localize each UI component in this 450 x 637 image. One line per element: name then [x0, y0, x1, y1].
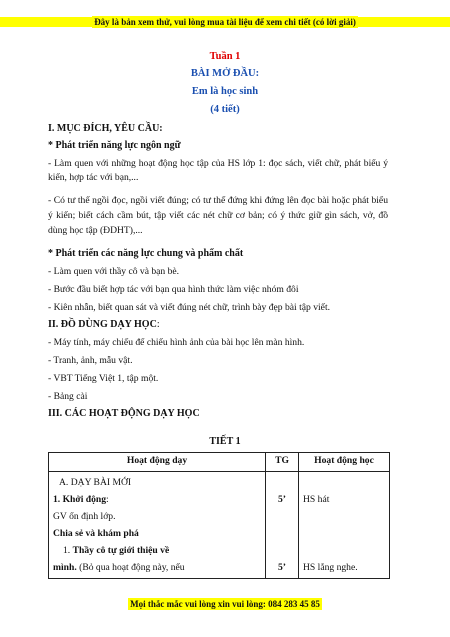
- header-time: TG: [266, 453, 299, 472]
- time-cell: [266, 472, 299, 579]
- new-lesson-label: A. DẠY BÀI MỚI: [59, 477, 132, 488]
- materials-item-4: - Bảng cài: [48, 391, 88, 402]
- preview-banner-text: Đây là bản xem thử, vui lòng mua tài liệu để xem chi tiết (có lời giải): [94, 17, 356, 27]
- warmup-colon: :: [106, 494, 109, 505]
- warmup-time: 5’: [278, 494, 286, 505]
- student-cell: [299, 472, 390, 579]
- period-title: TIẾT 1: [209, 436, 241, 447]
- table-header-row: [49, 453, 390, 472]
- intro-activity-number: 1.: [63, 545, 71, 556]
- warmup-label: 1. Khởi động: [53, 494, 107, 505]
- activities-table: [48, 452, 390, 579]
- general-competence-heading: * Phát triển các năng lực chung và phẩm chất: [48, 248, 244, 259]
- section2-heading-text: II. ĐỒ DÙNG DẠY HỌC: [48, 319, 157, 330]
- intro-activity-line: [53, 542, 261, 559]
- intro-activity-note: (Bỏ qua hoạt động này, nếu: [79, 562, 185, 573]
- materials-item-2: - Tranh, ảnh, mẫu vật.: [48, 355, 133, 366]
- header-student: Hoạt động học: [299, 453, 390, 472]
- intro-activity-title: Thầy cô tự giới thiệu về: [72, 545, 170, 556]
- section2-heading: [48, 318, 388, 332]
- lesson-open-title: BÀI MỞ ĐẦU:: [190, 68, 260, 79]
- objective-item-1: - Làm quen với thầy cô và bạn bè.: [48, 266, 180, 277]
- warmup-line: [53, 491, 261, 508]
- materials-item-1: - Máy tính, máy chiếu để chiếu hình ảnh của bài học lên màn hình.: [48, 337, 305, 348]
- lesson-name-title: Em là học sinh: [191, 86, 259, 97]
- objective-paragraph-1: - Làm quen với những hoạt động học tập của HS lớp 1: đọc sách, viết chữ, phát biểu ý kiến, hợp tác với bạn,...: [48, 158, 388, 183]
- week-title: Tuần 1: [209, 51, 241, 62]
- section2-heading-colon: :: [156, 319, 160, 330]
- header-teacher: Hoạt động dạy: [49, 453, 266, 472]
- objective-paragraph-2: - Có tư thế ngồi đọc, ngồi viết đúng; có tư thế đứng khi đứng lên đọc bài hoặc phát biểu ý kiến; biết cách cầm bút, tập viết các nét chữ cơ bản; có ý thức giữ gìn sách, vở, đồ dùng học tập (ĐDHT),...: [48, 195, 388, 236]
- objective-item-2: - Bước đầu biết hợp tác với bạn qua hình thức làm việc nhóm đôi: [48, 284, 299, 295]
- teacher-cell: [49, 472, 266, 579]
- intro-activity-line-2: [53, 559, 261, 576]
- preview-banner: [0, 17, 450, 27]
- contact-banner-text: Mọi thắc mắc vui lòng xin vui lòng: 084 283 45 85: [130, 599, 320, 609]
- share-explore-label: Chia sẻ và khám phá: [53, 528, 139, 539]
- table-row: [49, 472, 390, 579]
- intro-activity-title-end: mình.: [53, 562, 77, 573]
- contact-banner: [0, 599, 450, 609]
- section3-heading: III. CÁC HOẠT ĐỘNG DẠY HỌC: [48, 408, 200, 419]
- class-settle-text: GV ổn định lớp.: [53, 511, 116, 522]
- intro-time: 5’: [278, 562, 286, 573]
- student-sing: HS hát: [303, 494, 330, 505]
- language-competence-heading: * Phát triển năng lực ngôn ngữ: [48, 140, 181, 151]
- periods-title: (4 tiết): [210, 104, 240, 115]
- objective-item-3: - Kiên nhẫn, biết quan sát và viết đúng nét chữ, trình bày đẹp bài tập viết.: [48, 302, 331, 313]
- student-listen: HS lắng nghe.: [303, 562, 358, 573]
- section-objectives: [48, 122, 388, 421]
- section1-heading: I. MỤC ĐÍCH, YÊU CẦU:: [48, 123, 163, 134]
- materials-item-3: - VBT Tiếng Việt 1, tập một.: [48, 373, 159, 384]
